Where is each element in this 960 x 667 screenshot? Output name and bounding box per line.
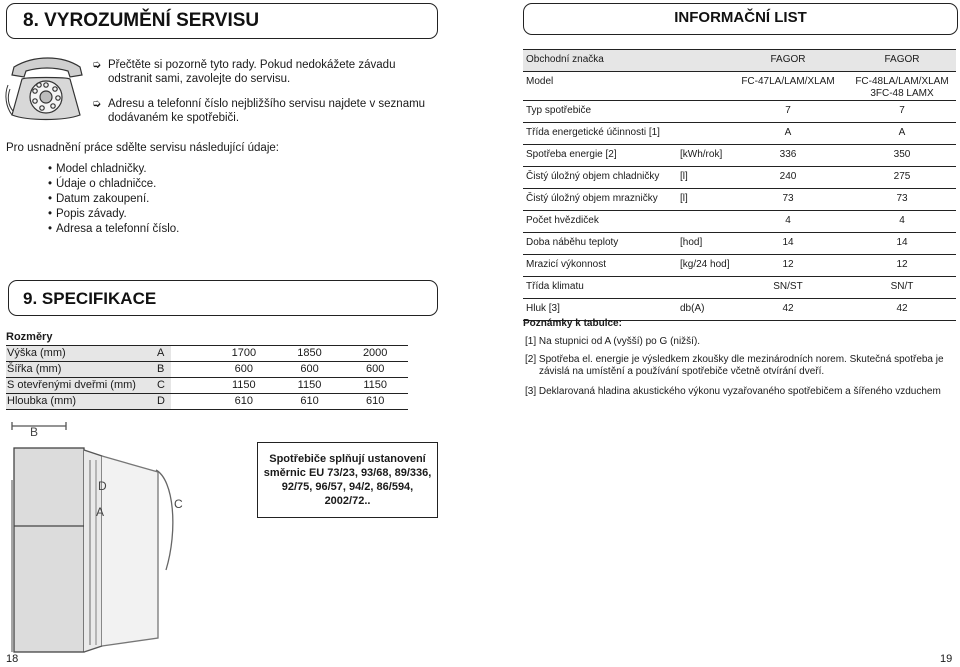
row-value: 600 — [234, 363, 254, 375]
cell-value: SN/T — [890, 281, 914, 292]
diagram-letter-b: B — [30, 425, 39, 439]
note-text: Adresu a telefonní číslo nejbližšího servisu najdete v seznamu dodávaném ke spotřebiči. — [108, 98, 426, 124]
dimensions-table — [6, 331, 408, 410]
cell-label: Obchodní značka — [526, 54, 604, 65]
cell-value: 240 — [779, 171, 797, 182]
info-table — [523, 49, 956, 321]
row-value: 600 — [300, 363, 319, 375]
table-row — [6, 345, 408, 361]
cell-value: 73 — [782, 193, 794, 204]
compliance-box — [257, 442, 438, 518]
row-value: 610 — [300, 395, 319, 407]
row-value: 1850 — [297, 347, 322, 359]
table-row — [523, 254, 956, 276]
table-row — [6, 377, 408, 393]
section-9-title: 9. SPECIFIKACE — [23, 289, 157, 308]
cell-value: A — [898, 127, 906, 138]
cell-value: A — [784, 127, 792, 138]
telephone-icon — [4, 55, 88, 125]
list-item: • Adresa a telefonní číslo. — [48, 222, 179, 237]
cell-label: Čistý úložný objem mrazničky — [526, 193, 658, 204]
diagram-letter-a: A — [96, 505, 105, 519]
cell-unit: [kg/24 hod] — [680, 259, 730, 270]
table-row — [523, 49, 956, 71]
cell-label: Doba náběhu teploty — [526, 237, 619, 248]
row-value: 600 — [366, 363, 385, 375]
row-value: 1150 — [297, 379, 322, 391]
cell-value: FAGOR — [770, 54, 806, 65]
cell-label: Hluk [3] — [526, 303, 560, 314]
row-label: Hloubka (mm) — [6, 394, 157, 409]
table-row — [523, 144, 956, 166]
cell-value: 350 — [893, 149, 911, 160]
cell-value: 275 — [893, 171, 911, 182]
fridge-dimensions-diagram — [6, 420, 196, 656]
cell-value: 42 — [896, 303, 908, 314]
cell-value: 12 — [782, 259, 794, 270]
arrow-icon: ➭ — [92, 59, 102, 71]
cell-value: 4 — [899, 215, 905, 226]
cell-value: FAGOR — [884, 54, 920, 65]
row-value: 2000 — [362, 347, 388, 359]
cell-value: 14 — [782, 237, 794, 248]
footnote-2-line-2: závislá na umístění a používání spotřebiče včetně otvírání dveří. — [539, 366, 825, 377]
cell-value: 4 — [785, 215, 791, 226]
diagram-letter-d: D — [98, 479, 107, 493]
row-value: 1700 — [231, 347, 257, 359]
row-value: 610 — [234, 395, 254, 407]
service-info-list — [48, 162, 179, 237]
note-item — [92, 58, 432, 86]
row-code: C — [157, 378, 171, 393]
note-text: Přečtěte si pozorně tyto rady. Pokud nedokážete závadu odstranit sami, zavolejte do servisu. — [108, 59, 396, 85]
arrow-icon: ➭ — [92, 98, 102, 110]
cell-label: Model — [526, 76, 554, 87]
table-row — [523, 210, 956, 232]
table-row — [6, 393, 408, 410]
cell-value: 42 — [782, 303, 794, 314]
list-item: • Model chladničky. — [48, 162, 179, 177]
cell-label: Počet hvězdiček — [526, 215, 599, 226]
table-row — [523, 122, 956, 144]
cell-label: Třída energetické účinnosti [1] — [526, 127, 660, 138]
section-8-title: 8. VYROZUMĚNÍ SERVISU — [23, 10, 260, 31]
row-label: S otevřenými dveřmi (mm) — [6, 378, 157, 393]
cell-value: 12 — [896, 259, 908, 270]
section-8-header — [6, 3, 438, 39]
cell-value: FC-48LA/LAM/XLAM 3FC-48 LAMX — [855, 76, 949, 99]
cell-label: Třída klimatu — [526, 281, 584, 292]
table-row — [523, 188, 956, 210]
table-row — [523, 166, 956, 188]
row-label: Šířka (mm) — [6, 362, 157, 377]
cell-value: 336 — [779, 149, 797, 160]
row-value: 1150 — [363, 379, 387, 391]
footnote-1: [1] Na stupnici od A (vyšší) po G (nižší). — [525, 336, 701, 347]
row-value: 610 — [366, 395, 385, 407]
cell-unit: db(A) — [680, 303, 705, 314]
row-value: 1150 — [232, 379, 256, 391]
table-notes-title: Poznámky k tabulce: — [523, 318, 622, 329]
table-row — [523, 71, 956, 100]
table-row — [523, 276, 956, 298]
dimensions-header: Rozměry — [6, 331, 53, 343]
cell-label: Čistý úložný objem chladničky — [526, 171, 660, 182]
list-item: • Datum zakoupení. — [48, 192, 179, 207]
cell-unit: [l] — [680, 171, 688, 182]
cell-value: 7 — [785, 105, 791, 116]
cell-value: 73 — [896, 193, 908, 204]
row-label: Výška (mm) — [6, 346, 157, 361]
service-notes — [92, 58, 432, 136]
list-item: • Popis závady. — [48, 207, 179, 222]
service-intro: Pro usnadnění práce sdělte servisu následující údaje: — [6, 142, 279, 154]
table-row — [523, 232, 956, 254]
cell-label: Typ spotřebiče — [526, 105, 592, 116]
cell-value: SN/ST — [773, 281, 803, 292]
info-sheet-header — [523, 3, 958, 35]
row-code: B — [157, 362, 171, 377]
page-number-left: 18 — [6, 653, 19, 665]
note-item — [92, 97, 432, 125]
list-item: • Údaje o chladničce. — [48, 177, 179, 192]
section-9-header — [8, 280, 438, 316]
row-code: A — [157, 346, 171, 361]
info-sheet-title: INFORMAČNÍ LIST — [674, 9, 807, 26]
cell-unit: [l] — [680, 193, 688, 204]
cell-value: 14 — [896, 237, 908, 248]
table-row — [523, 100, 956, 122]
cell-unit: [hod] — [680, 237, 703, 248]
diagram-letter-c: C — [174, 497, 183, 511]
row-code: D — [157, 394, 171, 409]
footnote-2-line-1: [2] Spotřeba el. energie je výsledkem zkoušky dle mezinárodních norem. Skutečná spotřeba je — [525, 354, 944, 365]
footnote-2 — [525, 354, 955, 378]
cell-label: Spotřeba energie [2] — [526, 149, 617, 160]
page-number-right: 19 — [940, 653, 953, 665]
cell-value: FC-47LA/LAM/XLAM — [741, 76, 835, 87]
table-row — [6, 361, 408, 377]
cell-unit: [kWh/rok] — [680, 149, 723, 160]
cell-label: Mrazicí výkonnost — [526, 259, 607, 270]
footnote-3: [3] Deklarovaná hladina akustického výkonu vyzařovaného spotřebičem a šířeného vzduchem — [525, 386, 941, 397]
cell-value: 7 — [899, 105, 905, 116]
compliance-text: Spotřebiče splňují ustanovení směrnic EU 73/23, 93/68, 89/336, 92/75, 96/57, 94/2, 86/594, 2002/72.. — [263, 453, 432, 507]
